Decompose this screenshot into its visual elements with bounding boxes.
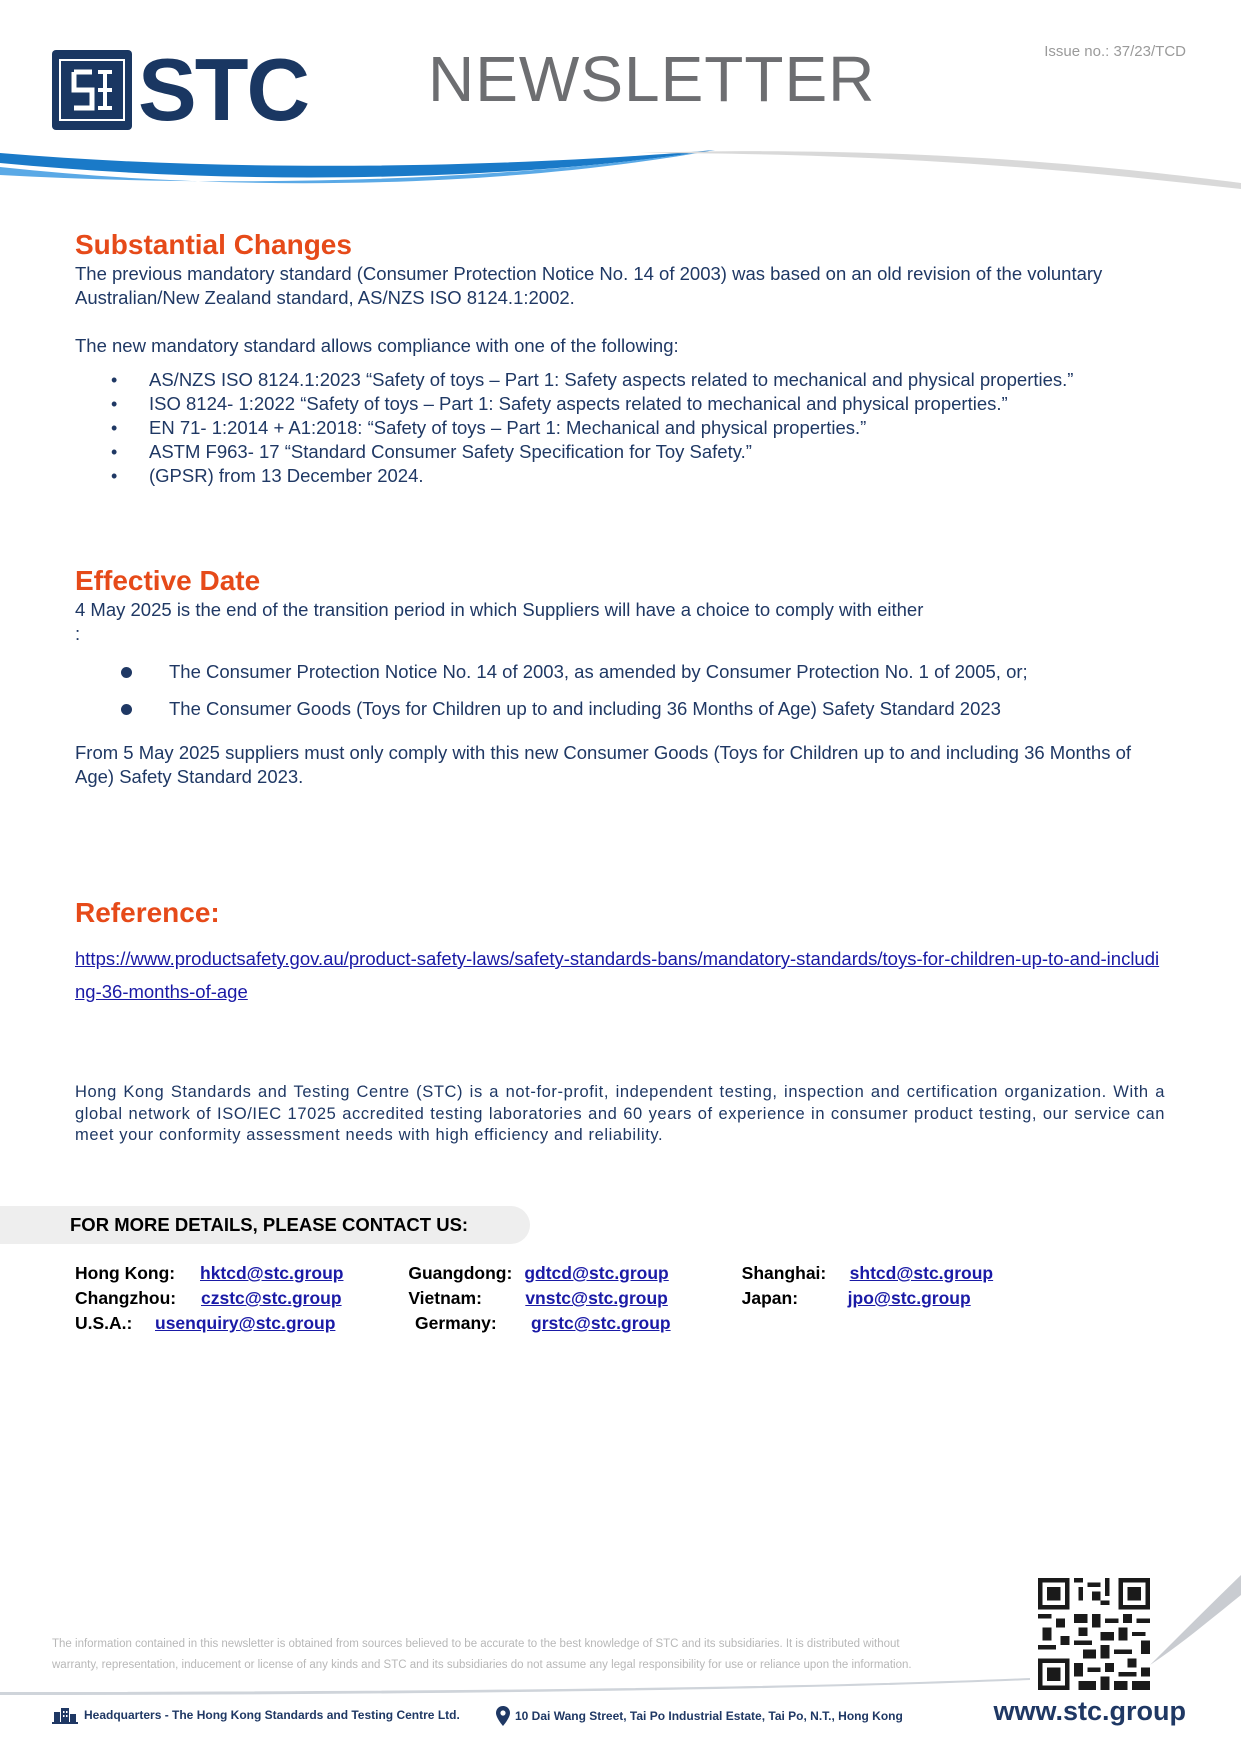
email-link[interactable]: usenquiry@stc.group [155,1313,336,1333]
email-link[interactable]: jpo@stc.group [847,1288,971,1308]
contact-changzhou: Changzhou: czstc@stc.group [75,1288,408,1313]
location-pin-icon [496,1706,510,1726]
headquarters-line [52,1706,460,1724]
footer-corner-swoosh [1150,1575,1241,1665]
about-stc: Hong Kong Standards and Testing Centre (STC) is a not-for-profit, independent testing, inspection and certification organization. With a global network of ISO/IEC 17025 accredited testing laboratories and 60 years of experience in consumer product testing, our service can meet your conformity assessment needs with high efficiency and reliability. [75,1083,1165,1144]
contact-usa: U.S.A.: usenquiry@stc.group [75,1313,415,1338]
qr-code-icon[interactable] [1038,1578,1150,1690]
contact-row [75,1313,1075,1338]
list-item: • EN 71‐ 1:2014 + A1:2018: “Safety of toys – Part 1: Mechanical and physical properties.” [75,416,1165,440]
newsletter-header [0,0,1241,200]
list-item: • AS/NZS ISO 8124.1:2023 “Safety of toys – Part 1: Safety aspects related to mechanical and physical properties.” [75,368,1165,392]
address-line [496,1706,903,1726]
disclaimer-line-2: warranty, representation, inducement or license of any kinds and STC and its subsidiaries do not assume any legal responsibility for use or reliance upon the information. [52,1659,912,1671]
contact-banner [0,1206,530,1244]
list-item: The Consumer Protection Notice No. 14 of 2003, as amended by Consumer Protection No. 1 of 2005, or; [75,660,1165,684]
contact-guangdong: Guangdong: gdtcd@stc.group [408,1263,741,1288]
standards-list [75,368,1165,488]
newsletter-title: NEWSLETTER [428,43,876,115]
email-link[interactable]: gdtcd@stc.group [524,1263,669,1283]
list-item: • ISO 8124‐ 1:2022 “Safety of toys – Part 1: Safety aspects related to mechanical and physical properties.” [75,392,1165,416]
effective-para-2: From 5 May 2025 suppliers must only comply with this new Consumer Goods (Toys for Children up to and including 36 Months of Age) Safety Standard 2023. [75,742,1132,787]
address-text: 10 Dai Wang Street, Tai Po Industrial Estate, Tai Po, N.T., Hong Kong [515,1709,903,1723]
list-item: • ASTM F963‐ 17 “Standard Consumer Safety Specification for Toy Safety.” [75,440,1165,464]
website-link[interactable]: www.stc.group [993,1696,1186,1726]
email-link[interactable]: shtcd@stc.group [849,1263,994,1283]
compliance-options-list [75,660,1165,721]
stc-logo [52,40,308,139]
contact-title: FOR MORE DETAILS, PLEASE CONTACT US: [70,1214,469,1235]
list-item: The Consumer Goods (Toys for Children up to and including 36 Months of Age) Safety Standard 2023 [75,697,1165,721]
email-link[interactable]: grstc@stc.group [531,1313,671,1333]
contact-shanghai: Shanghai: shtcd@stc.group [742,1263,1075,1288]
substantial-changes-section [75,228,1165,488]
issue-number: Issue no.: 37/23/TCD [1044,43,1186,60]
list-item: • (GPSR) from 13 December 2024. [75,464,1165,488]
substantial-para-1: The previous mandatory standard (Consumer Protection Notice No. 14 of 2003) was based on an old revision of the voluntary Australian/New Zealand standard, AS/NZS ISO 8124.1:2002. [75,263,1103,308]
contact-hong-kong: Hong Kong: hktcd@stc.group [75,1263,408,1288]
reference-section [75,896,1165,1008]
email-link[interactable]: czstc@stc.group [201,1288,342,1308]
effective-date-section [75,564,1165,789]
effective-para-1: 4 May 2025 is the end of the transition period in which Suppliers will have a choice to comply with either [75,599,924,620]
contact-row [75,1263,1075,1288]
reference-heading: Reference: [75,897,220,928]
contact-table [75,1263,1075,1338]
reference-link[interactable]: https://www.productsafety.gov.au/product-safety-laws/safety-standards-bans/mandatory-standards/toys-for-children-up-to-and-including-36-months-of-age [75,948,1160,1002]
effective-para-colon: : [75,623,81,644]
headquarters-text: Headquarters - The Hong Kong Standards and Testing Centre Ltd. [84,1708,460,1722]
email-link[interactable]: vnstc@stc.group [525,1288,668,1308]
substantial-para-2: The new mandatory standard allows compliance with one of the following: [75,335,679,356]
contact-vietnam: Vietnam: vnstc@stc.group [408,1288,741,1313]
building-icon [52,1706,78,1724]
header-swoosh [0,145,1241,200]
substantial-changes-heading: Substantial Changes [75,229,352,260]
contact-japan: Japan: jpo@stc.group [742,1288,1075,1313]
stc-logo-mark [52,50,132,130]
contact-row [75,1288,1075,1313]
disclaimer-line-1: The information contained in this newsletter is obtained from sources believed to be accurate to the best knowledge of STC and its subsidiaries. It is distributed without [52,1638,900,1650]
contact-germany: Germany: grstc@stc.group [415,1313,755,1338]
logo-text: STC [138,40,308,139]
effective-date-heading: Effective Date [75,565,261,596]
email-link[interactable]: hktcd@stc.group [200,1263,344,1283]
